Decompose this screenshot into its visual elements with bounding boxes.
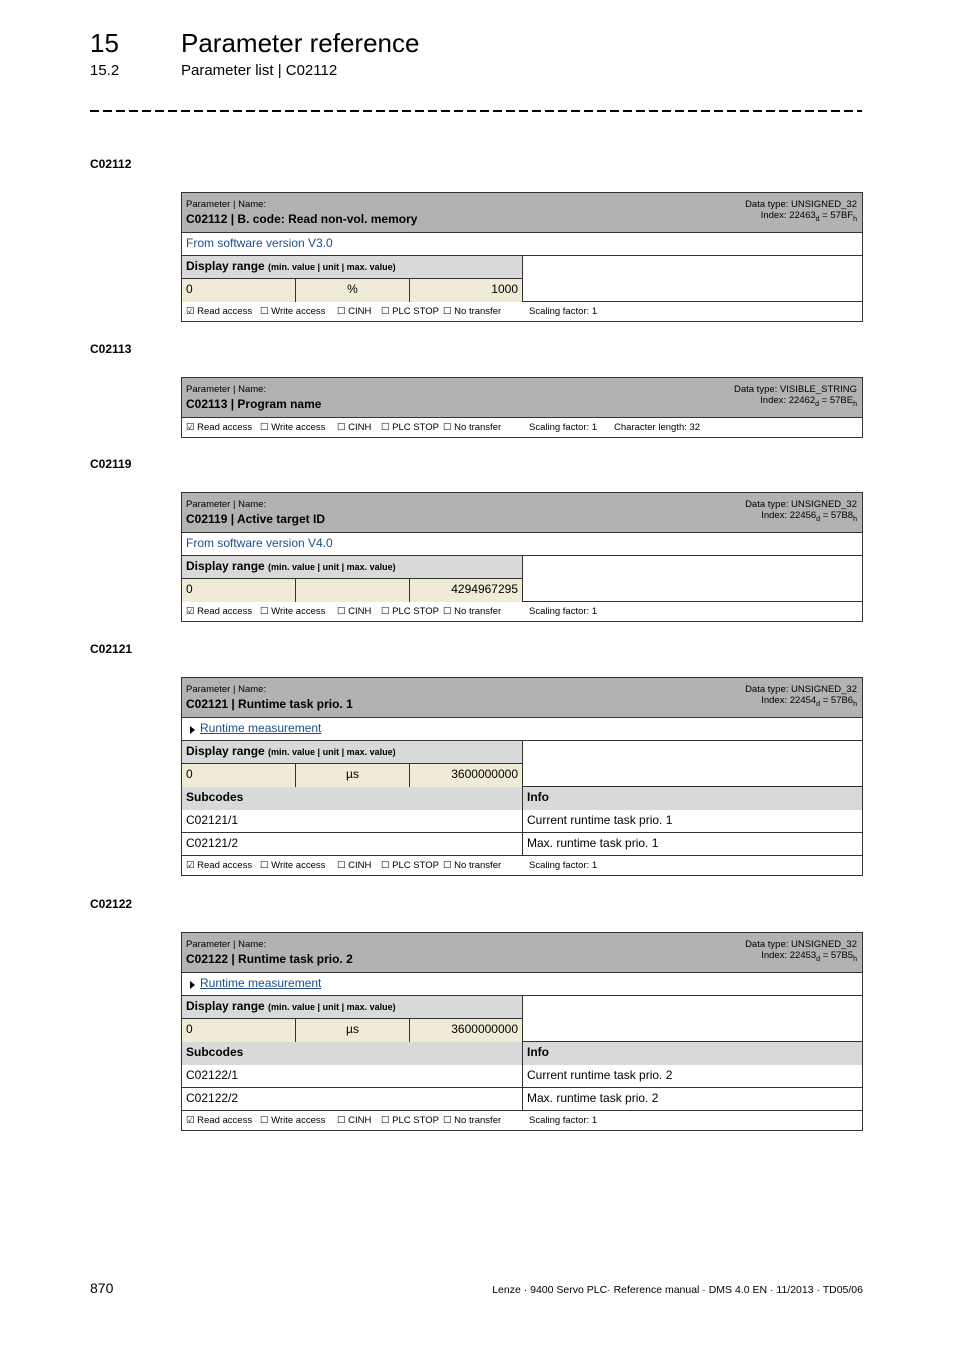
unit: %	[296, 279, 410, 302]
index: Index: $22463_d = 57BF_h$	[760, 210, 857, 223]
chapter-number: 15	[90, 28, 119, 58]
index: Index: $22462_d = 57BE_h$	[760, 395, 857, 408]
param-header	[182, 378, 862, 418]
subcode-row	[182, 833, 862, 856]
display-range-label: Display range (min. value | unit | max. value)	[182, 256, 523, 279]
param-name: C02119 | Active target ID	[186, 512, 325, 526]
param-table	[181, 377, 863, 438]
min-value: 0	[182, 764, 296, 787]
access-row: ☑ Read access ☐ Write access ☐ CINH ☐ PLC STOP ☐ No transfer Scaling factor: 1	[186, 606, 598, 617]
index: Index: $22456_d = 57B8_h$	[761, 510, 857, 523]
param-heading: C02113	[90, 342, 132, 356]
display-range	[182, 996, 862, 1042]
access-row: ☑ Read access ☐ Write access ☐ CINH ☐ PLC STOP ☐ No transfer Scaling factor: 1	[186, 306, 598, 317]
character-length: Character length: 32	[614, 422, 701, 433]
display-range-label: Display range (min. value | unit | max. value)	[182, 556, 523, 579]
data-type: Data type: UNSIGNED_32	[745, 684, 857, 695]
display-range-label: Display range (min. value | unit | max. value)	[182, 996, 523, 1019]
subcode: C02121/1	[182, 810, 523, 833]
min-value: 0	[182, 279, 296, 302]
display-range	[182, 256, 862, 302]
display-range	[182, 741, 862, 787]
subcodes-header	[182, 787, 862, 810]
param-header	[182, 678, 862, 718]
software-version: From software version V3.0	[182, 233, 862, 256]
info-label: Info	[523, 787, 862, 810]
unit: µs	[296, 1019, 410, 1042]
max-value: 4294967295	[410, 579, 523, 602]
subcodes-label: Subcodes	[182, 787, 523, 810]
section-title: Parameter list | C02112	[181, 62, 338, 79]
page-number: 870	[90, 1280, 114, 1296]
data-type: Data type: UNSIGNED_32	[745, 939, 857, 950]
param-table	[181, 492, 863, 622]
data-type: Data type: UNSIGNED_32	[745, 199, 857, 210]
unit: µs	[296, 764, 410, 787]
runtime-measurement-link[interactable]: Runtime measurement	[200, 976, 322, 990]
min-value: 0	[182, 579, 296, 602]
index: Index: $22454_d = 57B6_h$	[761, 695, 857, 708]
param-header	[182, 933, 862, 973]
param-table	[181, 677, 863, 876]
param-heading: C02121	[90, 642, 133, 656]
max-value: 1000	[410, 279, 523, 302]
param-name: C02113 | Program name	[186, 397, 322, 411]
subcodes-label: Subcodes	[182, 1042, 523, 1065]
param-heading: C02112	[90, 157, 132, 171]
param-name: C02122 | Runtime task prio. 2	[186, 952, 353, 966]
access-row: ☑ Read access ☐ Write access ☐ CINH ☐ PLC STOP ☐ No transfer Scaling factor: 1	[186, 860, 598, 871]
param-heading: C02119	[90, 457, 132, 471]
subcode-row	[182, 1065, 862, 1088]
param-header	[182, 493, 862, 533]
runtime-measurement-link-row	[182, 718, 862, 741]
param-heading: C02122	[90, 897, 133, 911]
scaling-factor: Scaling factor: 1	[529, 860, 598, 871]
param-name: C02121 | Runtime task prio. 1	[186, 697, 353, 711]
min-value: 0	[182, 1019, 296, 1042]
subcode: C02122/1	[182, 1065, 523, 1088]
subcodes-header	[182, 1042, 862, 1065]
subcode: C02121/2	[182, 833, 523, 856]
param-name: C02112 | B. code: Read non-vol. memory	[186, 212, 418, 226]
display-range	[182, 556, 862, 602]
param-name-label: Parameter | Name:	[186, 199, 267, 210]
max-value: 3600000000	[410, 1019, 523, 1042]
scaling-factor: Scaling factor: 1	[529, 306, 598, 317]
subcode-row	[182, 810, 862, 833]
chapter-title: Parameter reference	[181, 28, 420, 58]
scaling-factor: Scaling factor: 1	[529, 1115, 598, 1126]
info-label: Info	[523, 1042, 862, 1065]
param-name-label: Parameter | Name:	[186, 384, 267, 395]
footer-doc-info: Lenze · 9400 Servo PLC· Reference manual · DMS 4.0 EN · 11/2013 · TD05/06	[492, 1284, 863, 1296]
section-number: 15.2	[90, 62, 120, 79]
dashed-divider	[90, 110, 862, 112]
param-name-label: Parameter | Name:	[186, 939, 267, 950]
unit	[296, 579, 410, 602]
runtime-measurement-link-row	[182, 973, 862, 996]
max-value: 3600000000	[410, 764, 523, 787]
param-name-label: Parameter | Name:	[186, 684, 267, 695]
subcode-info: Current runtime task prio. 1	[527, 813, 673, 827]
index: Index: $22453_d = 57B5_h$	[761, 950, 857, 963]
scaling-factor: Scaling factor: 1	[529, 422, 598, 433]
subcode-row	[182, 1088, 862, 1111]
data-type: Data type: VISIBLE_STRING	[733, 384, 857, 395]
scaling-factor: Scaling factor: 1	[529, 606, 598, 617]
access-row: ☑ Read access ☐ Write access ☐ CINH ☐ PLC STOP ☐ No transfer Scaling factor: 1	[186, 1115, 598, 1126]
param-header	[182, 193, 862, 233]
subcode-info: Max. runtime task prio. 1	[527, 836, 659, 850]
param-table	[181, 192, 863, 322]
subcode: C02122/2	[182, 1088, 523, 1111]
data-type: Data type: UNSIGNED_32	[745, 499, 857, 510]
triangle-right-icon	[190, 726, 195, 734]
subcode-info: Current runtime task prio. 2	[527, 1068, 673, 1082]
triangle-right-icon	[190, 981, 195, 989]
runtime-measurement-link[interactable]: Runtime measurement	[200, 721, 322, 735]
param-name-label: Parameter | Name:	[186, 499, 267, 510]
software-version: From software version V4.0	[182, 533, 862, 556]
subcode-info: Max. runtime task prio. 2	[527, 1091, 659, 1105]
param-table	[181, 932, 863, 1131]
access-row: ☑ Read access ☐ Write access ☐ CINH ☐ PLC STOP ☐ No transfer Scaling factor: 1 Character length: 32	[186, 422, 701, 433]
display-range-label: Display range (min. value | unit | max. value)	[182, 741, 523, 764]
